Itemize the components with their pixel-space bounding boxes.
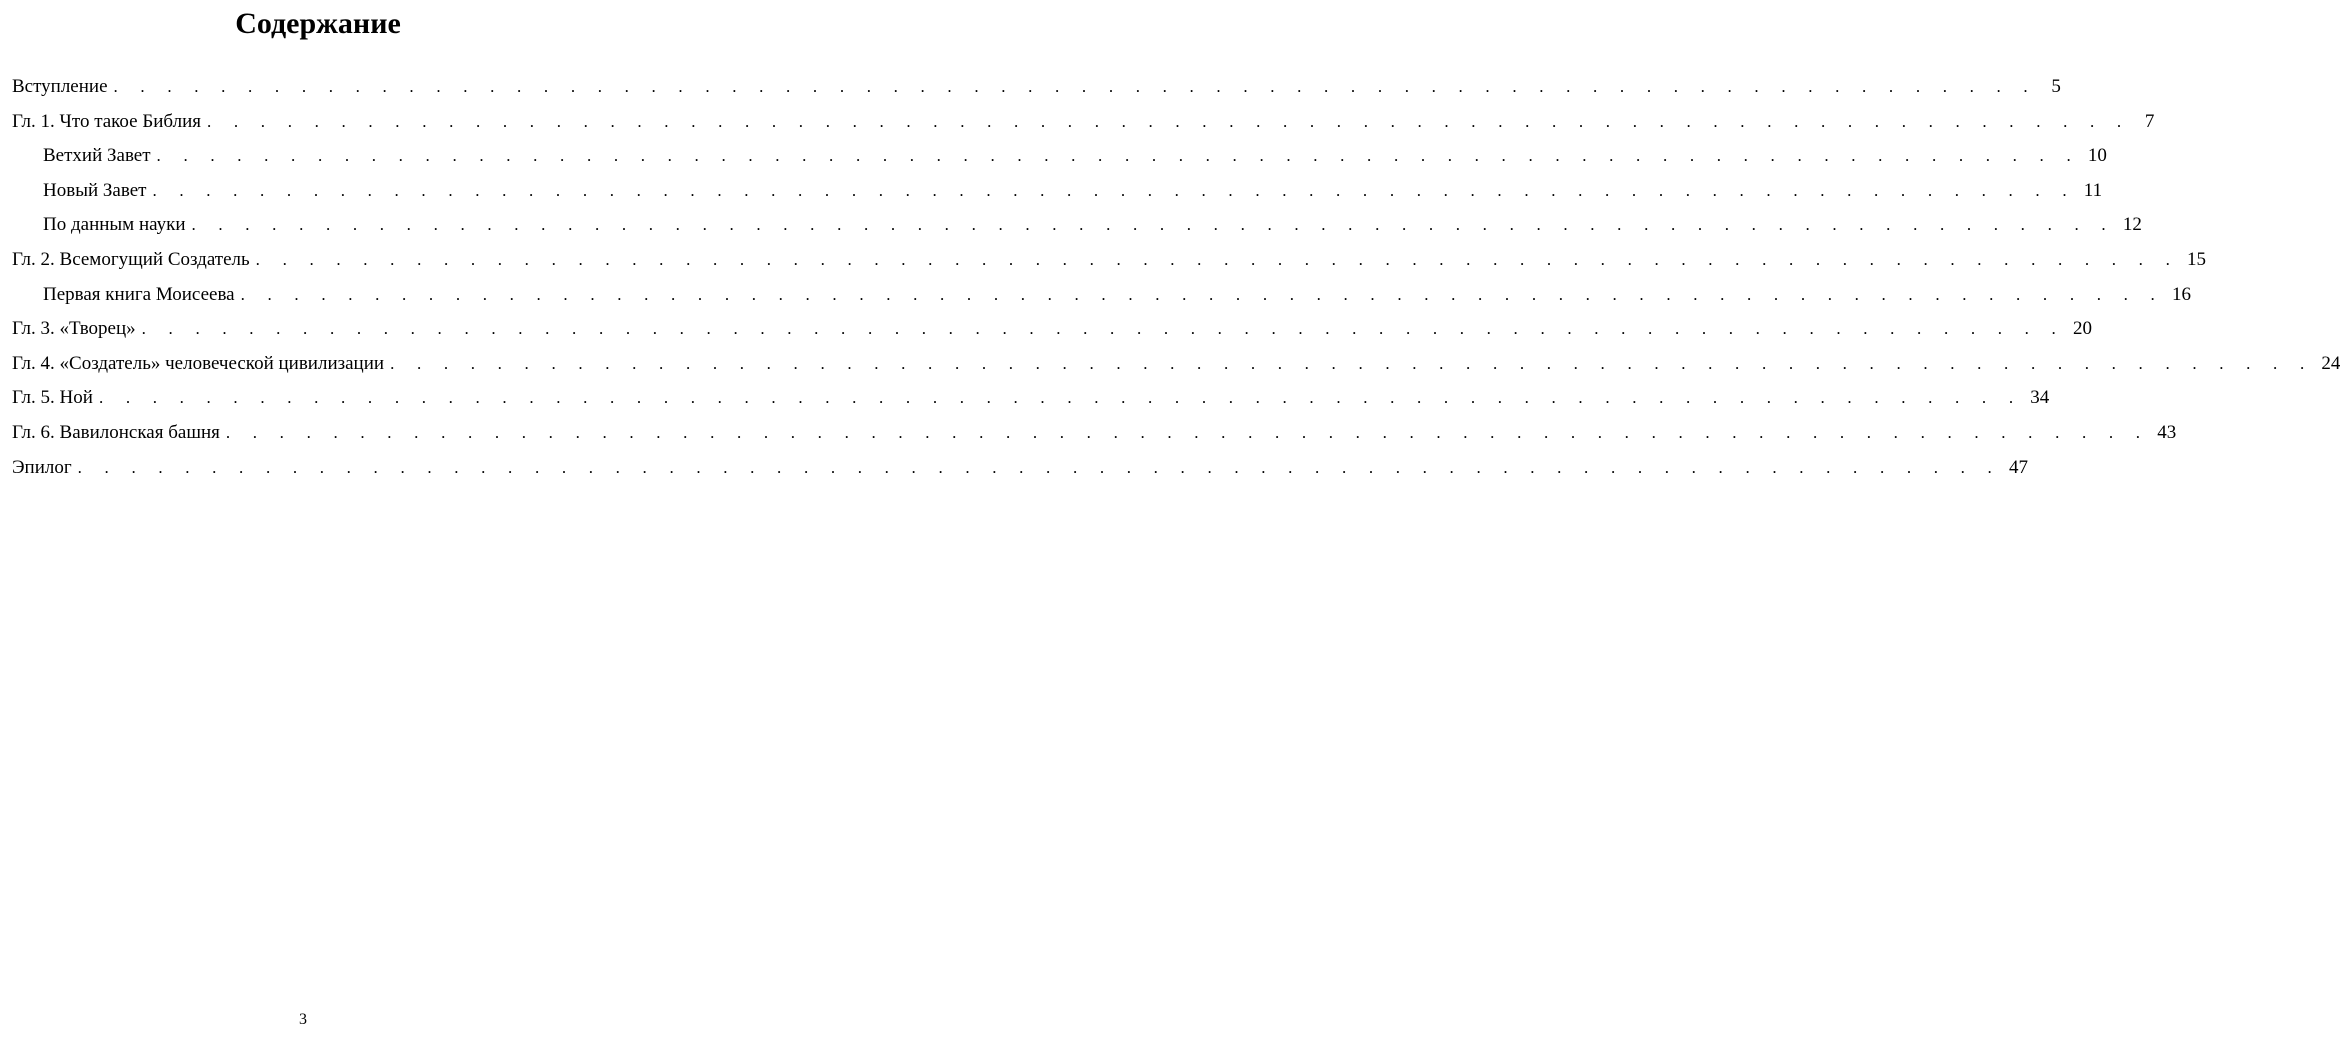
dot-leader: . . . . . . . . . . . . . . . . . . . . . . . . . . . . . . . . . . . . . . . . . . . . . . . . . . . . . . . . . . . . . . . . . . . . . . . . xyxy=(77,457,2002,477)
toc-entry-new-testament[interactable] xyxy=(12,174,2103,209)
toc-entry-chapter-3[interactable] xyxy=(12,312,2092,347)
toc-entry-page: 43 xyxy=(2157,421,2177,443)
toc-entry-title: Ветхий Завет xyxy=(43,145,151,167)
toc-entry-science-data[interactable] xyxy=(12,208,2142,243)
dot-leader: . . . . . . . . . . . . . . . . . . . . . . . . . . . . . . . . . . . . . . . . . . . . . . . . . . . . . . . . . . . . . . . . . . . . . . . . xyxy=(207,111,2131,131)
toc-entry-title: Первая книга Моисеева xyxy=(43,283,235,305)
toc-entry-title: Новый Завет xyxy=(43,179,147,201)
toc-entry-title: Гл. 2. Всемогущий Создатель xyxy=(12,248,250,270)
toc-entry-page: 12 xyxy=(2122,214,2142,236)
toc-entry-title: Гл. 5. Ной xyxy=(12,387,93,409)
dot-leader: . . . . . . . . . . . . . . . . . . . . . . . . . . . . . . . . . . . . . . . . . . . . . . . . . . . . . . . . . . . . . . . . . . . . . . . . xyxy=(141,319,2065,339)
toc-entry-chapter-2[interactable] xyxy=(12,243,2207,278)
toc-entry-title: Гл. 4. «Создатель» человеческой цивилизации xyxy=(12,352,385,374)
toc-entry-page: 34 xyxy=(2030,387,2050,409)
table-of-contents xyxy=(12,70,2340,485)
toc-entry-title: Эпилог xyxy=(12,456,72,478)
toc-entry-chapter-1[interactable] xyxy=(12,105,2155,140)
toc-entry-page: 15 xyxy=(2187,248,2207,270)
dot-leader: . . . . . . . . . . . . . . . . . . . . . . . . . . . . . . . . . . . . . . . . . . . . . . . . . . . . . . . . . . . . . . . . . . . . . . . . xyxy=(225,422,2150,442)
dot-leader: . . . . . . . . . . . . . . . . . . . . . . . . . . . . . . . . . . . . . . . . . . . . . . . . . . . . . . . . . . . . . . . . . . . . . . . . xyxy=(152,180,2076,200)
toc-entry-page: 20 xyxy=(2073,318,2092,340)
toc-entry-chapter-5[interactable] xyxy=(12,381,2050,416)
toc-entry-page: 10 xyxy=(2087,145,2107,167)
page-title: Содержание xyxy=(235,7,401,40)
dot-leader: . . . . . . . . . . . . . . . . . . . . . . . . . . . . . . . . . . . . . . . . . . . . . . . . . . . . . . . . . . . . . . . . . . . . . . . . xyxy=(240,284,2164,304)
toc-entry-introduction[interactable] xyxy=(12,70,2061,105)
toc-entry-title: По данным науки xyxy=(43,214,186,236)
toc-entry-page: 7 xyxy=(2144,110,2155,132)
toc-entry-chapter-6[interactable] xyxy=(12,416,2177,451)
toc-entry-chapter-4[interactable] xyxy=(12,347,2340,382)
dot-leader: . . . . . . . . . . . . . . . . . . . . . . . . . . . . . . . . . . . . . . . . . . . . . . . . . . . . . . . . . . . . . . . . . . . . . . . . xyxy=(98,388,2023,408)
dot-leader: . . . . . . . . . . . . . . . . . . . . . . . . . . . . . . . . . . . . . . . . . . . . . . . . . . . . . . . . . . . . . . . . . . . . . . . . xyxy=(255,249,2180,269)
toc-entry-genesis[interactable] xyxy=(12,278,2191,313)
dot-leader: . . . . . . . . . . . . . . . . . . . . . . . . . . . . . . . . . . . . . . . . . . . . . . . . . . . . . . . . . . . . . . . . . . . . . . . . xyxy=(191,215,2115,235)
toc-entry-page: 5 xyxy=(2051,76,2061,97)
dot-leader: . . . . . . . . . . . . . . . . . . . . . . . . . . . . . . . . . . . . . . . . . . . . . . . . . . . . . . . . . . . . . . . . . . . . . . . . xyxy=(156,146,2080,166)
dot-leader: . . . . . . . . . . . . . . . . . . . . . . . . . . . . . . . . . . . . . . . . . . . . . . . . . . . . . . . . . . . . . . . . . . . . . . . . xyxy=(390,353,2314,373)
toc-entry-title: Гл. 1. Что такое Библия xyxy=(12,110,201,132)
toc-entry-title: Гл. 6. Вавилонская башня xyxy=(12,421,220,443)
toc-entry-page: 16 xyxy=(2171,283,2191,305)
toc-entry-page: 11 xyxy=(2083,179,2103,201)
toc-entry-old-testament[interactable] xyxy=(12,139,2107,174)
dot-leader: . . . . . . . . . . . . . . . . . . . . . . . . . . . . . . . . . . . . . . . . . . . . . . . . . . . . . . . . . . . . . . . . . . . . . . . . xyxy=(113,77,2037,96)
page-number: 3 xyxy=(299,1011,307,1028)
toc-entry-epilogue[interactable] xyxy=(12,451,2029,486)
toc-entry-page: 24 xyxy=(2321,352,2340,374)
toc-entry-page: 47 xyxy=(2009,456,2029,478)
toc-entry-title: Вступление xyxy=(12,76,108,97)
toc-entry-title: Гл. 3. «Творец» xyxy=(12,318,136,340)
